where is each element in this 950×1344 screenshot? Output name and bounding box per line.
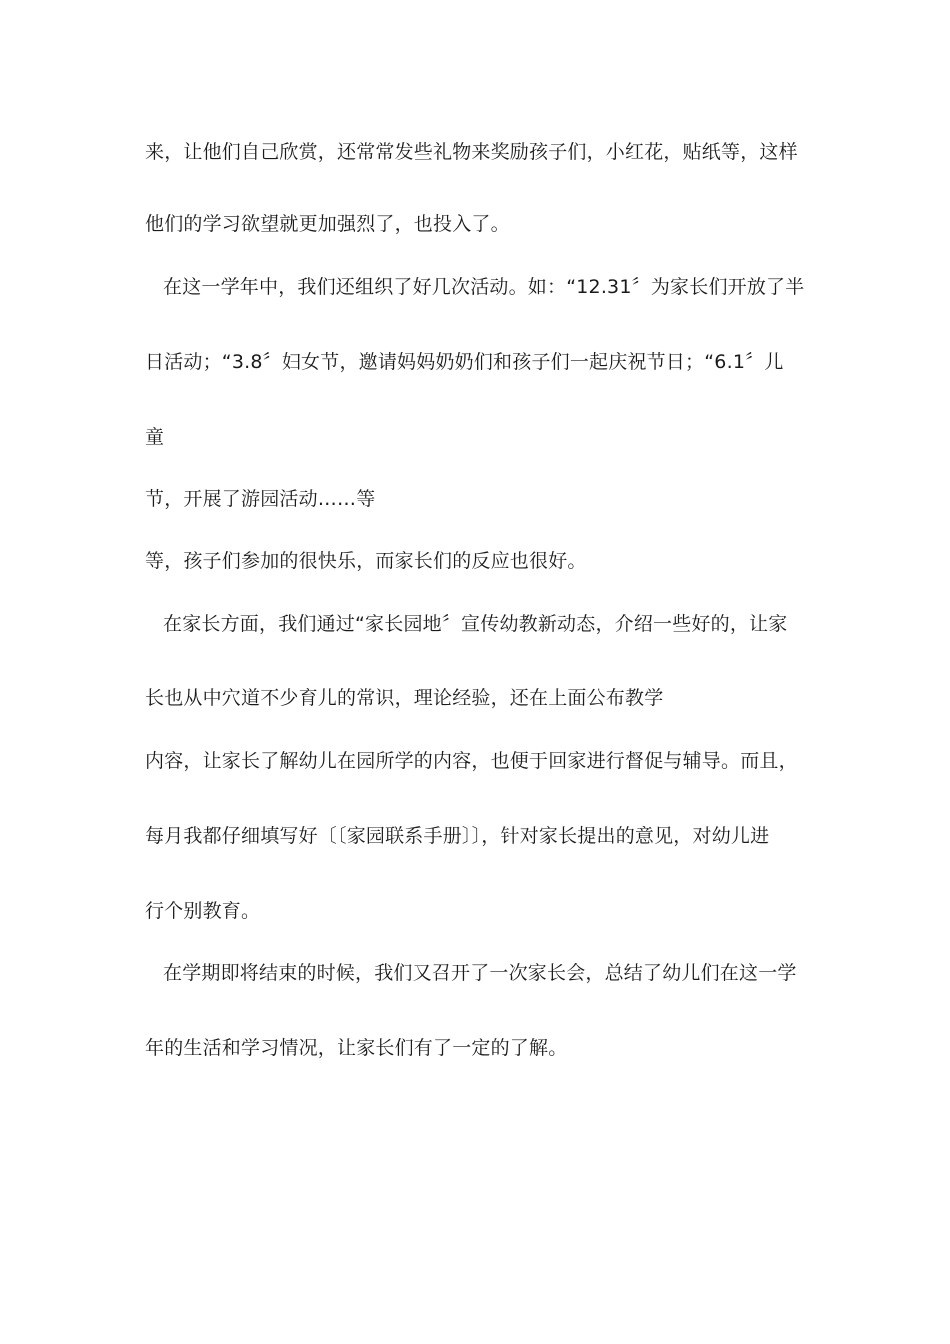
paragraph-3-line-3: 内容，让家长了解幼儿在园所学的内容，也便于回家进行督促与辅导。而且，	[145, 750, 798, 772]
paragraph-3-line-2: 长也从中穴道不少育儿的常识，理论经验，还在上面公布教学	[145, 687, 664, 709]
paragraph-2-line-3: 童	[145, 426, 165, 448]
paragraph-2-line-4: 节，开展了游园活动……等	[145, 488, 376, 510]
text-line-1: 来，让他们自己欣赏，还常常发些礼物来奖励孩子们，小红花，贴纸等，这样	[145, 141, 798, 163]
text-line-2: 他们的学习欲望就更加强烈了，也投入了。	[145, 213, 510, 235]
paragraph-2-line-2: 日活动；“3.8〞妇女节，邀请妈妈奶奶们和孩子们一起庆祝节日；“6.1〞儿	[145, 351, 784, 373]
paragraph-3-line-5: 行个别教育。	[145, 900, 261, 922]
paragraph-3-line-1: 在家长方面，我们通过“家长园地〞宣传幼教新动态，介绍一些好的，让家	[163, 613, 788, 635]
paragraph-2-line-5: 等，孩子们参加的很快乐，而家长们的反应也很好。	[145, 550, 587, 572]
paragraph-4-line-1: 在学期即将结束的时候，我们又召开了一次家长会，总结了幼儿们在这一学	[163, 962, 797, 984]
paragraph-2-line-1: 在这一学年中，我们还组织了好几次活动。如：“12.31〞为家长们开放了半	[163, 276, 805, 298]
paragraph-4-line-2: 年的生活和学习情况，让家长们有了一定的了解。	[145, 1037, 568, 1059]
paragraph-3-line-4: 每月我都仔细填写好〔〔家园联系手册〕〕，针对家长提出的意见，对幼儿进	[145, 825, 770, 847]
